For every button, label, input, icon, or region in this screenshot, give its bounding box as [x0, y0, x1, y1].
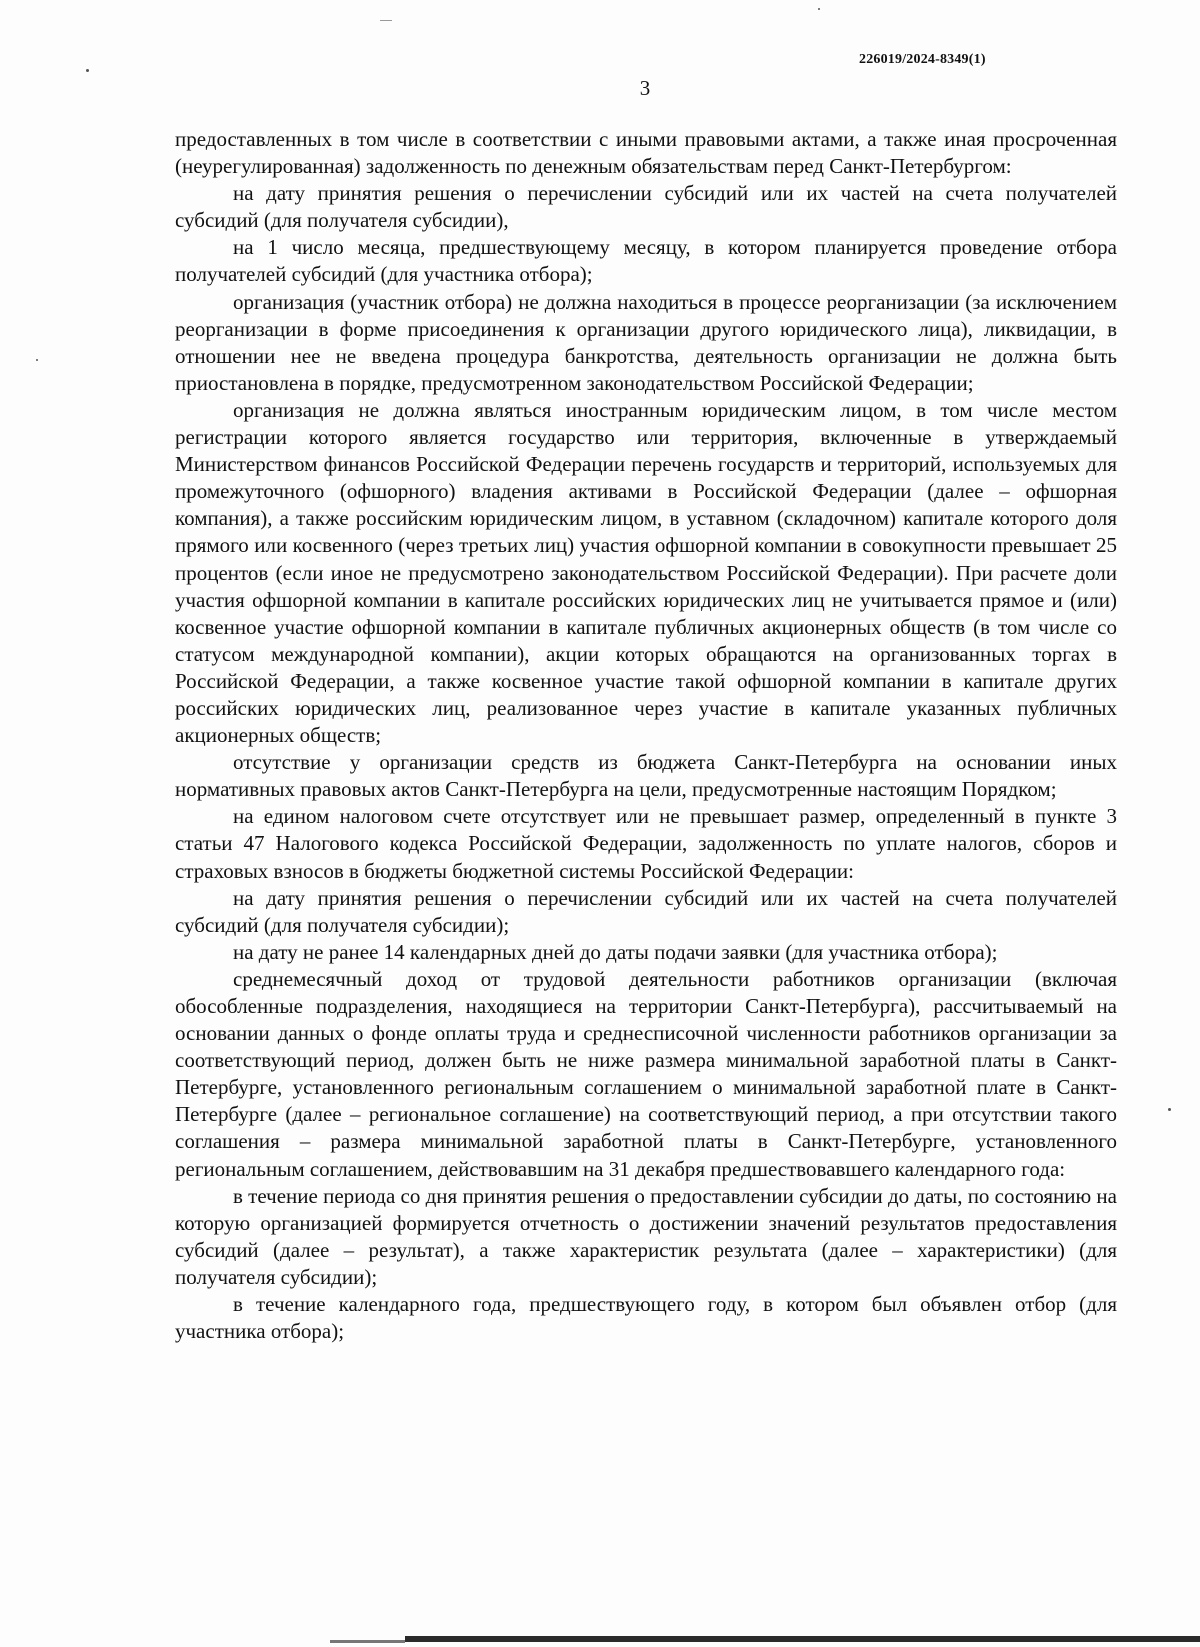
page-number: 3	[639, 76, 651, 100]
paragraph: на едином налоговом счете отсутствует или не превышает размер, определенный в пункте 3 статьи 47 Налогового кодекса Российской Федерации, задолженность по уплате налогов, сборов и страховых взносов в бюджеты бюджетной системы Российской Федерации:	[175, 804, 1117, 883]
scan-speck	[380, 20, 392, 21]
document-id: 226019/2024-8349(1)	[859, 52, 986, 67]
scan-speck	[1168, 1108, 1171, 1111]
scan-speck	[818, 8, 820, 10]
paragraph: в течение календарного года, предшествующего году, в котором был объявлен отбор (для участника отбора);	[175, 1292, 1117, 1344]
paragraph: предоставленных в том числе в соответствии с иными правовыми актами, а также иная просроченная (неурегулированная) задолженность по денежным обязательствам перед Санкт-Петербургом:	[175, 127, 1117, 179]
document-body	[175, 126, 1117, 1345]
paragraph: на дату принятия решения о перечислении субсидий или их частей на счета получателей субсидий (для получателя субсидии);	[175, 885, 1117, 937]
scan-speck	[36, 359, 38, 361]
paragraph: отсутствие у организации средств из бюджета Санкт-Петербурга на основании иных нормативных правовых актов Санкт-Петербурга на цели, предусмотренные настоящим Порядком;	[175, 750, 1117, 802]
paragraph: среднемесячный доход от трудовой деятельности работников организации (включая обособленные подразделения, находящиеся на территории Санкт-Петербурга), рассчитываемый на основании данных о фонде оплаты труда и среднесписочной численности работников организации за соответствующий период, должен быть не ниже размера минимальной заработной платы в Санкт-Петербурге, установленного региональным соглашением о минимальной заработной плате в Санкт-Петербурге (далее – региональное соглашение) на соответствующий период, а при отсутствии такого соглашения – размера минимальной заработной платы в Санкт-Петербурге, установленного региональным соглашением, действовавшим на 31 декабря предшествовавшего календарного года:	[175, 966, 1117, 1181]
paragraph: в течение периода со дня принятия решения о предоставлении субсидии до даты, по состоянию на которую организацией формируется отчетность о достижении значений результатов предоставления субсидий (далее – результат), а также характеристик результата (далее – характеристики) (для получателя субсидии);	[175, 1183, 1117, 1289]
paragraph: на дату не ранее 14 календарных дней до даты подачи заявки (для участника отбора);	[233, 939, 998, 964]
paragraph: на 1 число месяца, предшествующему месяцу, в котором планируется проведение отбора получателей субсидий (для участника отбора);	[175, 235, 1117, 287]
paragraph: на дату принятия решения о перечислении субсидий или их частей на счета получателей субсидий (для получателя субсидии),	[175, 181, 1117, 233]
scan-edge	[405, 1636, 1200, 1642]
paragraph: организация не должна являться иностранным юридическим лицом, в том числе местом регистрации которого является государство или территория, включенные в утверждаемый Министерством финансов Российской Федерации перечень государств и территорий, используемых для промежуточного (офшорного) владения активами в Российской Федерации (далее – офшорная компания), а также российским юридическим лицом, в уставном (складочном) капитале которого доля прямого или косвенного (через третьих лиц) участия офшорной компании в совокупности превышает 25 процентов (если иное не предусмотрено законодательством Российской Федерации). При расчете доли участия офшорной компании в капитале российских юридических лиц не учитывается прямое и (или) косвенное участие офшорной компании в капитале публичных акционерных обществ (в том числе со статусом международной компании), акции которых обращаются на организованных торгах в Российской Федерации, а также косвенное участие такой офшорной компании в капитале других российских юридических лиц, реализованное через участие в капитале указанных публичных акционерных обществ;	[175, 397, 1117, 748]
paragraph: организация (участник отбора) не должна находиться в процессе реорганизации (за исключением реорганизации в форме присоединения к организации другого юридического лица), ликвидации, в отношении нее не введена процедура банкротства, деятельность организации не должна быть приостановлена в порядке, предусмотренном законодательством Российской Федерации;	[175, 289, 1117, 395]
scan-edge	[330, 1640, 405, 1643]
scan-speck	[86, 69, 89, 72]
